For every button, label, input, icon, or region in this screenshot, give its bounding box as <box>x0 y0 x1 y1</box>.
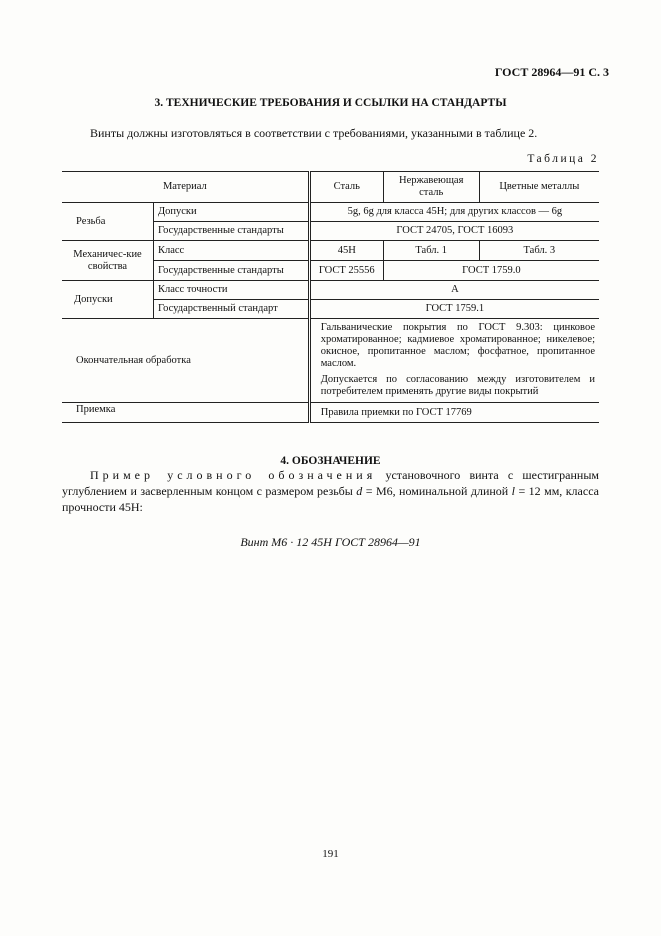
header-material: Материал <box>62 172 309 203</box>
cell-thread-std-label: Государственные стандарты <box>153 222 309 241</box>
page-number: 191 <box>322 848 339 860</box>
table-caption: Таблица 2 <box>527 153 599 165</box>
row-label-thread: Резьба <box>62 203 153 241</box>
section-4-title: 4. ОБОЗНАЧЕНИЕ <box>280 455 381 467</box>
cell-mech-std-steel: ГОСТ 25556 <box>309 261 383 281</box>
row-label-finish: Окончательная обработка <box>62 319 309 403</box>
symbol-l: l <box>511 484 516 498</box>
finish-text-agreement: Допускается по согласованию между изготовителем и потребителем применять другие виды покрытий <box>320 374 595 397</box>
row-label-acceptance: Приемка <box>62 403 309 423</box>
symbol-d: d <box>356 484 363 498</box>
table-row <box>62 319 599 403</box>
designation-example: Винт М6 · 12 45H ГОСТ 28964—91 <box>240 535 421 549</box>
row-label-mech: Механичес-кие свойства <box>62 241 153 281</box>
cell-mech-class-steel: 45H <box>309 241 383 261</box>
cell-mech-std-label: Государственные стандарты <box>153 261 309 281</box>
example-paragraph <box>62 467 599 515</box>
example-text-3: = 12 мм, класса прочности 45H: <box>62 484 599 514</box>
table-row <box>62 281 599 300</box>
cell-mech-std-other: ГОСТ 1759.0 <box>383 261 599 281</box>
cell-mech-class-stainless: Табл. 1 <box>383 241 479 261</box>
cell-tol-std-value: ГОСТ 1759.1 <box>309 300 599 319</box>
cell-finish-value <box>309 319 599 403</box>
header-nonferrous: Цветные металлы <box>499 181 580 192</box>
intro-paragraph: Винты должны изготовляться в соответствии с требованиями, указанными в таблице 2. <box>90 126 538 140</box>
example-text-2: = М6, номинальной длиной <box>362 484 512 498</box>
header-steel: Сталь <box>309 172 383 203</box>
cell-acc-value: A <box>309 281 599 300</box>
header-stainless: Нержавеющая сталь <box>383 172 479 203</box>
section-3-title: 3. ТЕХНИЧЕСКИЕ ТРЕБОВАНИЯ И ССЫЛКИ НА СТАНДАРТЫ <box>154 97 507 109</box>
example-text-1: установочного винта с шестигранным углублением и засверленным концом с размером резьбы <box>62 468 600 498</box>
table-row <box>62 241 599 261</box>
page-header: ГОСТ 28964—91 С. 3 <box>494 65 609 79</box>
cell-mech-class-label: Класс <box>153 241 309 261</box>
cell-thread-tol-value: 5g, 6g для класса 45H; для других классов — 6g <box>309 203 599 222</box>
cell-mech-class-nonferrous: Табл. 3 <box>479 241 599 261</box>
example-lead: Пример условного обозначения <box>90 468 377 482</box>
table-row <box>62 403 599 423</box>
table-row <box>62 203 599 222</box>
row-label-tolerances: Допуски <box>62 281 153 319</box>
requirements-table <box>62 171 599 423</box>
cell-acceptance-value: Правила приемки по ГОСТ 17769 <box>320 406 472 418</box>
cell-tol-std-label: Государственный стандарт <box>153 300 309 319</box>
cell-acc-label: Класс точности <box>153 281 309 300</box>
table-header-row <box>62 172 599 203</box>
cell-thread-tol-label: Допуски <box>153 203 309 222</box>
finish-text-coatings: Гальванические покрытия по ГОСТ 9.303: цинковое хроматированное; кадмиевое хроматированное; никелевое; окисное, пропитанное маслом; фосфатное, пропитанное маслом. <box>320 322 595 369</box>
cell-thread-std-value: ГОСТ 24705, ГОСТ 16093 <box>309 222 599 241</box>
